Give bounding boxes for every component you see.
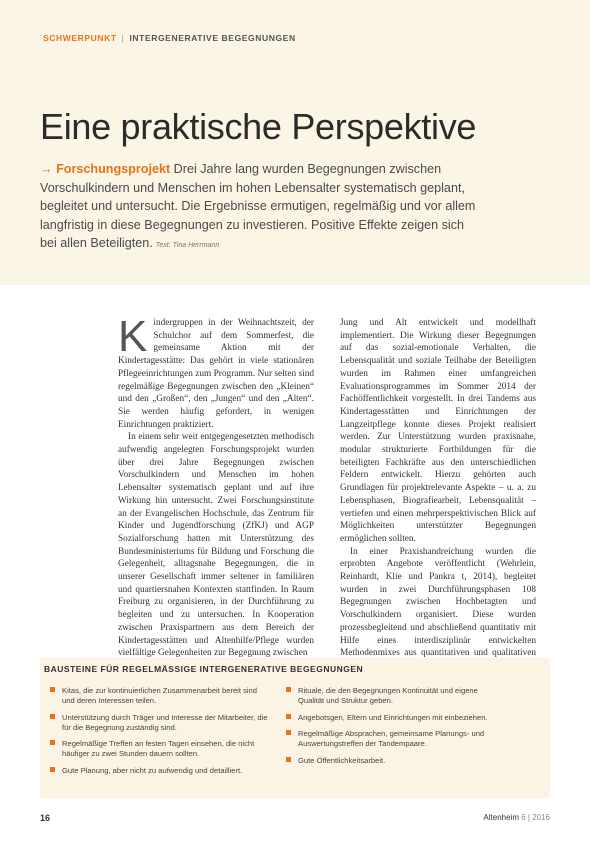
- article-intro: [40, 160, 480, 256]
- drop-cap: K: [118, 312, 148, 361]
- info-box-title: BAUSTEINE FÜR REGELMÄSSIGE INTERGENERATIVE BEGEGNUNGEN: [44, 664, 364, 674]
- body-column-1: [118, 312, 314, 659]
- bullet-square-icon: [286, 757, 291, 762]
- body-paragraph: Kindergruppen in der Weihnachtszeit, der Schulchor auf dem Sommerfest, die gemeinsame Aktion mit der Kindertagesstätte: Das gehört in viele stationären Pflegeeinrichtungen zum Programm. Nur selten sind regelmäßige Begegnungen zwischen den „Kleinen“ und den „Großen“, den „Jungen“ und den „Alten“. Sie werden häufig gefordert, in wenigen Einrichtungen praktiziert.: [118, 312, 314, 430]
- article-title: Eine praktische Perspektive: [40, 106, 477, 147]
- section-label: SCHWERPUNKT: [43, 33, 117, 43]
- bullet-square-icon: [50, 687, 55, 692]
- bullet-square-icon: [286, 687, 291, 692]
- body-paragraph: In einem sehr weit entgegengesetzten methodisch aufwendig angelegten Forschungsprojekt wurden über drei Jahre Begegnungen zwischen Vorschulkindern und Menschen im hohen Lebensalter systematisch geplant und auf ihre Wirkung hin untersucht. Zwei Forschungsinstitute an der Evangelischen Hochschule, das Zentrum für Kinder und Jugendforschung (ZfKJ) und AGP Sozialforschung hatten mit Unterstützung des Bundesministeriums für Bildung und Forschung die Gelegenheit, alltagsnahe Begegnungen, die in unserer Gesellschaft immer seltener in familiären und quartiersnahen Kontexten stattfinden. In Raum Freiburg zu organisieren, in der Durchführung zu begleiten und zu untersuchen. In Kooperation zwischen Praxispartnern aus dem Bereich der Kindertagesstätten und Altenhilfe/Pflege wurden vielfältige Gelegenheiten zur Begegnung zwischen: [118, 432, 314, 659]
- list-item: Angebotsgen, Eltern und Einrichtungen mit einbeziehen.: [286, 713, 506, 723]
- author-credit: Text: Tina Herrmann: [155, 242, 220, 250]
- body-paragraph: In einer Praxishandreichung wurden die erprobten Angebote veröffentlicht (Wehrlein, Reinhardt, Klie und Pankra t, 2014), begleitet wurden in zwei Durchführungsphasen 108 Begegnungen zwischen Hochbetagten und Vorschulkindern organisiert. Diese wurden prozessbegleitend und abschließend quantitativ mit Hilfe eines interdisziplinär entwickelten Methodenmixes aus quantitativen und qualitativen: [340, 546, 536, 659]
- intro-lead: → Forschungsprojekt: [40, 162, 171, 176]
- issue-number: 6 | 2016: [521, 813, 550, 822]
- magazine-name: Altenheim: [483, 813, 519, 822]
- bullet-square-icon: [286, 714, 291, 719]
- info-list-left: [50, 686, 270, 782]
- bullet-square-icon: [50, 714, 55, 719]
- topic-label: INTERGENERATIVE BEGEGNUNGEN: [129, 33, 296, 43]
- list-item: Rituale, die den Begegnungen Kontinuität und eigene Qualität und Struktur geben.: [286, 686, 506, 706]
- bullet-square-icon: [50, 740, 55, 745]
- info-list-right: [286, 686, 506, 772]
- list-item: Gute Planung, aber nicht zu aufwendig und detailliert.: [50, 766, 270, 776]
- kicker-separator: |: [121, 33, 125, 43]
- list-item: Regelmäßige Absprachen, gemeinsame Planungs- und Auswertungstreffen der Tandempaare.: [286, 729, 506, 749]
- page-number: 16: [40, 813, 51, 823]
- bullet-square-icon: [286, 730, 291, 735]
- body-paragraph: Jung und Alt entwickelt und modellhaft implementiert. Die Wirkung dieser Begegnungen auf das sozial-emotionale Verhalten, die Lebensqualität und soziale Teilhabe der Beteiligten wurden im Rahmen einer umfangreichen Evaluationsprogrammes im Sommer 2014 der Fachöffentlichkeit vorgestellt. In drei Tandems aus Kindertagesstätten und Einrichtungen der Langzeitpflege konnte dieses Projekt realisiert werden. Zur Unterstützung wurden praxisnahe, modular strukturierte Fortbildungen für die beteiligten Fachkräfte aus den unterschiedlichen Feldern entwickelt. Hierzu gehörten auch Grundlagen für projektrelevante Aspekte – u. a. zu Lebensphasen, Biografiearbeit, Lebensqualität – vertiefen und einen mehrperspektivischen Blick auf Möglichkeiten unterstützter Begegnungen ermöglichen sollten.: [340, 318, 536, 544]
- section-kicker: [43, 33, 296, 43]
- list-item: Unterstützung durch Träger und Interesse der Mitarbeiter, die für die Begegnung zuständig sind.: [50, 713, 270, 733]
- footer-magazine: [483, 813, 550, 822]
- list-item: Kitas, die zur kontinuierlichen Zusammenarbeit bereit sind und deren Interessen teilen.: [50, 686, 270, 706]
- intro-text: Drei Jahre lang wurden Begegnungen zwischen Vorschulkindern und Menschen im hohen Lebensalter systematisch geplant, begleitet und untersucht. Die Ergebnisse ermutigen, regelmäßig und vor allem langfristig in diese Begegnungen zu investieren. Positive Effekte zeigen sich bei allen Beteiligten.: [40, 162, 476, 251]
- list-item: Gute Öffentlichkeitsarbeit.: [286, 756, 506, 766]
- list-item: Regelmäßige Treffen an festen Tagen einsehen, die nicht häufiger zu zwei Stunden dauern sollten.: [50, 739, 270, 759]
- body-column-2: [340, 317, 536, 659]
- bullet-square-icon: [50, 767, 55, 772]
